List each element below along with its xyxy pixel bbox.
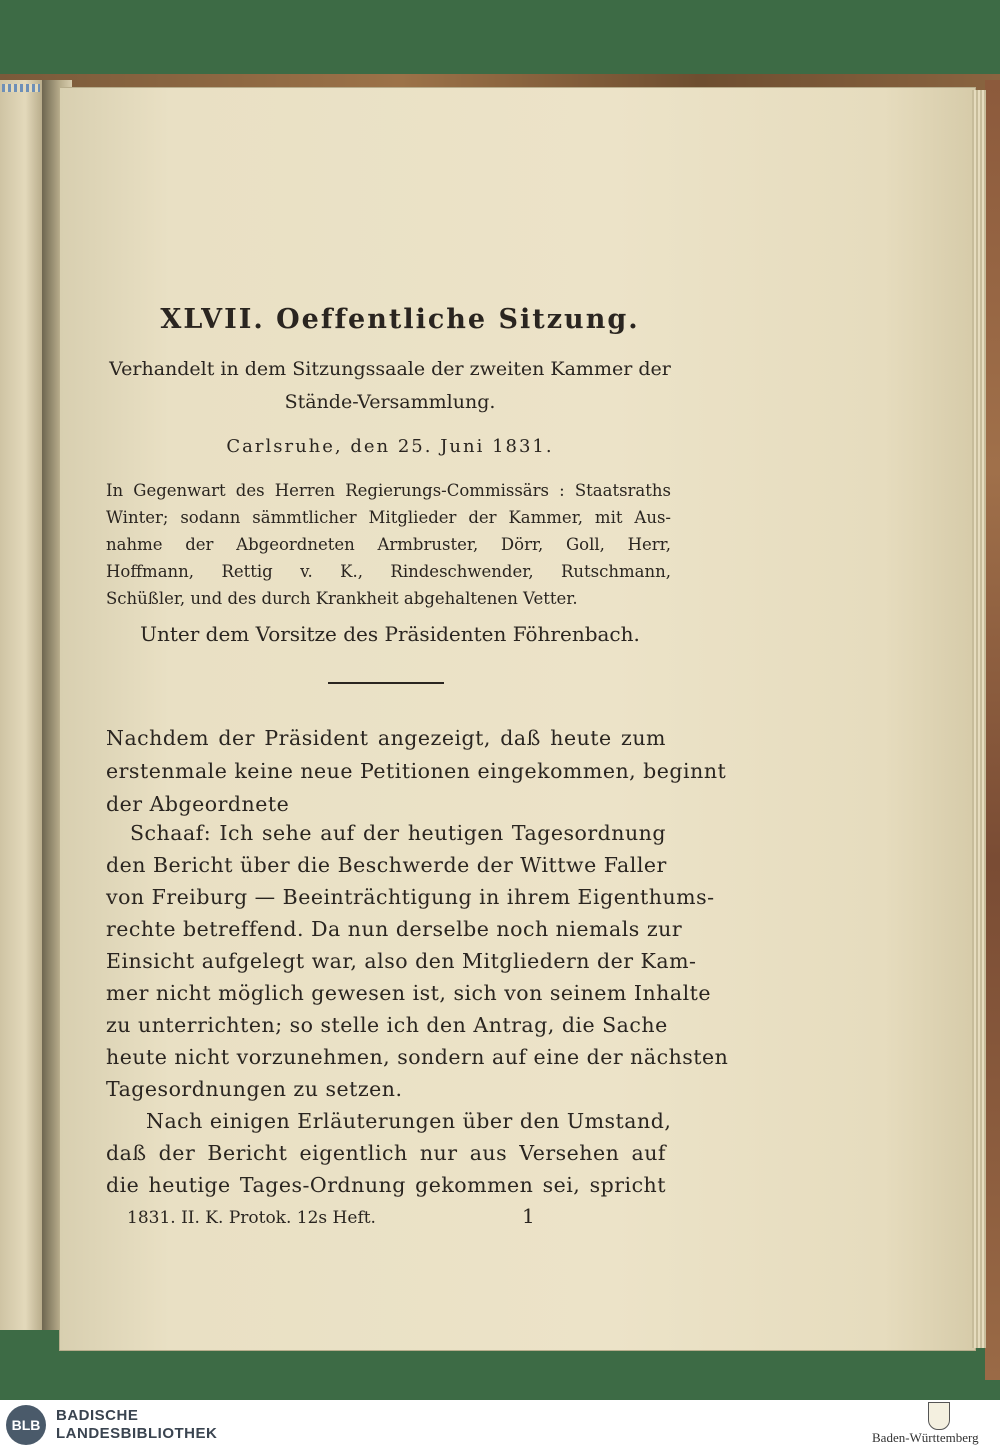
attendance-line: nahme der Abgeordneten Armbruster, Dörr, Goll, Herr, bbox=[106, 535, 671, 554]
attendance-line: In Gegenwart des Herren Regierungs-Commissärs : Staatsraths bbox=[106, 481, 671, 500]
library-name-line-1: BADISCHE bbox=[56, 1407, 139, 1424]
subtitle-line-1: Verhandelt in dem Sitzungssaale der zweiten Kammer der bbox=[109, 358, 671, 380]
attendance-line: Schüßler, und des durch Krankheit abgehaltenen Vetter. bbox=[106, 589, 578, 608]
region-name: Baden-Württemberg bbox=[872, 1430, 979, 1445]
body-line: mer nicht möglich gewesen ist, sich von seinem Inhalte bbox=[106, 981, 712, 1005]
page-number: 1 bbox=[522, 1204, 535, 1228]
body-line: Nach einigen Erläuterungen über den Umstand, bbox=[146, 1109, 672, 1133]
body-line: heute nicht vorzunehmen, sondern auf eine der nächsten bbox=[106, 1045, 729, 1069]
attendance-line: Hoffmann, Rettig v. K., Rindeschwender, Rutschmann, bbox=[106, 562, 671, 581]
body-line: Tagesordnungen zu setzen. bbox=[106, 1077, 403, 1101]
body-line: den Bericht über die Beschwerde der Wittwe Faller bbox=[106, 853, 667, 877]
body-line: der Abgeordnete bbox=[106, 792, 290, 816]
attendance-line: Winter; sodann sämmtlicher Mitglieder der Kammer, mit Aus- bbox=[106, 508, 671, 527]
body-line: erstenmale keine neue Petitionen eingekommen, beginnt bbox=[106, 759, 727, 783]
date-line: Carlsruhe, den 25. Juni 1831. bbox=[226, 436, 554, 457]
body-line: die heutige Tages-Ordnung gekommen sei, spricht bbox=[106, 1173, 666, 1197]
baden-wuerttemberg-crest-icon bbox=[928, 1402, 950, 1430]
body-line: daß der Bericht eigentlich nur aus Versehen auf bbox=[106, 1141, 666, 1165]
page-stack-edge bbox=[972, 90, 986, 1348]
signature-mark: 1831. II. K. Protok. 12s Heft. bbox=[127, 1208, 376, 1228]
separator-rule bbox=[328, 682, 444, 684]
library-name-line-2: LANDESBIBLIOTHEK bbox=[56, 1425, 218, 1442]
book-cover-right bbox=[985, 80, 1000, 1380]
body-line: von Freiburg — Beeinträchtigung in ihrem Eigenthums- bbox=[106, 885, 715, 909]
previous-page-edge bbox=[0, 80, 44, 1330]
body-line: Nachdem der Präsident angezeigt, daß heute zum bbox=[106, 726, 666, 750]
color-calibration-strip bbox=[2, 84, 40, 92]
session-title: XLVII. Oeffentliche Sitzung. bbox=[160, 304, 640, 335]
blb-logo-icon[interactable]: BLB bbox=[6, 1405, 46, 1445]
body-line: rechte betreffend. Da nun derselbe noch niemals zur bbox=[106, 917, 683, 941]
chair-line: Unter dem Vorsitze des Präsidenten Föhrenbach. bbox=[140, 622, 640, 646]
body-line: Einsicht aufgelegt war, also den Mitgliedern der Kam- bbox=[106, 949, 697, 973]
body-line: zu unterrichten; so stelle ich den Antrag, die Sache bbox=[106, 1013, 668, 1037]
body-line: Schaaf: Ich sehe auf der heutigen Tagesordnung bbox=[130, 821, 666, 845]
subtitle-line-2: Stände-Versammlung. bbox=[284, 391, 496, 413]
